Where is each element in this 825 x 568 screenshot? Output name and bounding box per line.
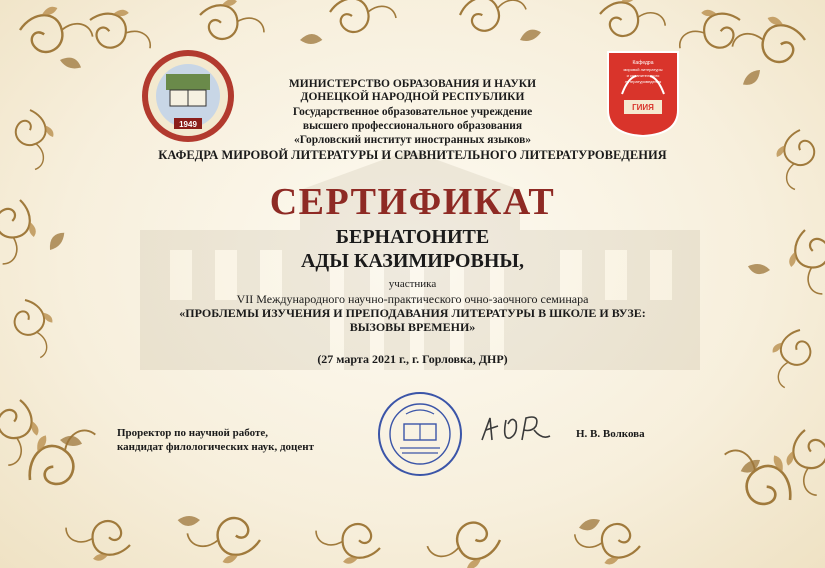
institution-line-2: высшего профессионального образования	[302, 120, 523, 132]
event-description: VII Международного научно-практического очно-заочного семинара	[236, 292, 589, 306]
department-name: КАФЕДРА МИРОВОЙ ЛИТЕРАТУРЫ И СРАВНИТЕЛЬНОГО ЛИТЕРАТУРОВЕДЕНИЯ	[158, 148, 667, 162]
svg-text:литературоведения: литературоведения	[624, 79, 662, 84]
seal-stamp-icon	[376, 390, 464, 478]
signer-position-line-2: кандидат филологических наук, доцент	[117, 441, 314, 453]
svg-text:Кафедра: Кафедра	[632, 60, 654, 66]
date-place: (27 марта 2021 г., г. Горловка, ДНР)	[317, 352, 508, 366]
signer-name: Н. В. Волкова	[576, 428, 645, 440]
svg-text:ГИИЯ: ГИИЯ	[632, 103, 654, 112]
certificate-title: СЕРТИФИКАТ	[269, 181, 556, 223]
signer-position-line-1: Проректор по научной работе,	[117, 427, 268, 439]
recipient-surname: БЕРНАТОНИТЕ	[335, 226, 490, 248]
svg-text:мировой литературы: мировой литературы	[623, 67, 663, 72]
ministry-line-2: ДОНЕЦКОЙ НАРОДНОЙ РЕСПУБЛИКИ	[300, 91, 525, 103]
ministry-line-1: МИНИСТЕРСТВО ОБРАЗОВАНИЯ И НАУКИ	[288, 78, 537, 90]
handwritten-signature-icon	[476, 410, 556, 450]
seminar-topic-line-2: ВЫЗОВЫ ВРЕМЕНИ»	[349, 320, 476, 334]
svg-text:1949: 1949	[179, 120, 197, 129]
institution-name: «Горловский институт иностранных языков»	[293, 134, 532, 146]
participant-role: участника	[388, 278, 437, 290]
svg-text:и сравнительного: и сравнительного	[626, 73, 660, 78]
seminar-topic-line-1: «ПРОБЛЕМЫ ИЗУЧЕНИЯ И ПРЕПОДАВАНИЯ ЛИТЕРАТУРЫ В ШКОЛЕ И ВУЗЕ:	[179, 306, 646, 320]
institution-line-1: Государственное образовательное учреждение	[292, 106, 533, 118]
recipient-given-name: АДЫ КАЗИМИРОВНЫ,	[300, 250, 525, 272]
